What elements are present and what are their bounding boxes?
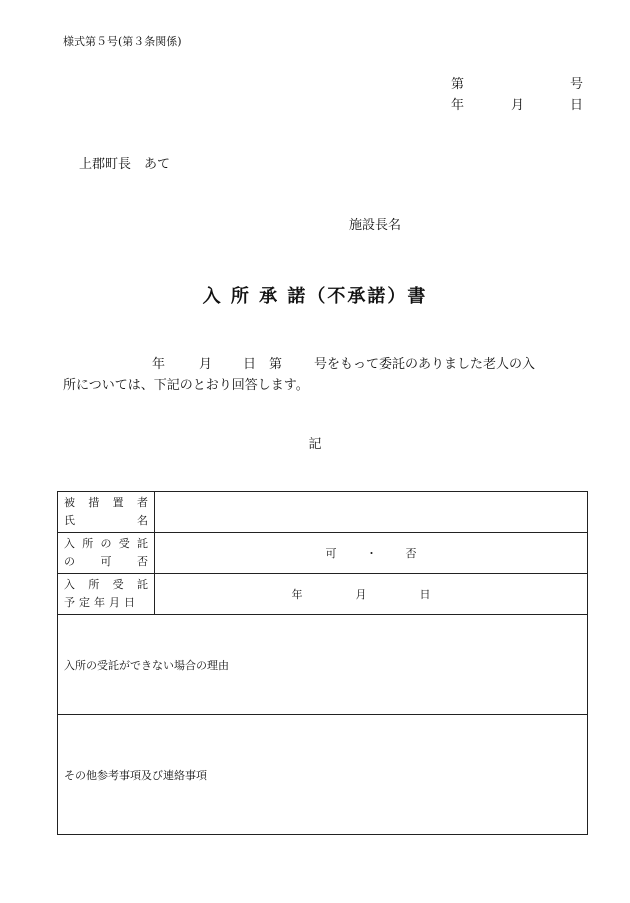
scheduled-year: 年 — [291, 588, 303, 601]
body-month: 月 — [199, 357, 213, 372]
scheduled-month: 月 — [355, 588, 367, 601]
rejection-reason-label: 入所の受託ができない場合の理由 — [64, 658, 229, 672]
subject-name-label: 被 措 置 者 氏 名 — [58, 492, 155, 533]
date-month-label: 月 — [511, 98, 525, 113]
document-number-suffix: 号 — [570, 77, 584, 92]
body-day: 日 — [243, 357, 257, 372]
table-row — [58, 615, 588, 715]
body-dai: 第 — [269, 357, 283, 372]
scheduled-day: 日 — [419, 588, 431, 601]
reject-option[interactable]: 否 — [405, 547, 417, 560]
reply-form-table — [57, 491, 588, 835]
body-year: 年 — [152, 357, 166, 372]
table-row — [58, 574, 588, 615]
table-row — [58, 715, 588, 835]
option-separator: ・ — [366, 547, 377, 560]
scheduled-date-label: 入 所 受 託 予定年月日 — [58, 574, 155, 615]
ki-heading: 記 — [308, 437, 322, 452]
facility-director-name: 施設長名 — [349, 218, 402, 233]
acceptance-field[interactable] — [155, 533, 588, 574]
body-line2: 所については、下記のとおり回答します。 — [63, 378, 309, 393]
other-notes-label: その他参考事項及び連絡事項 — [64, 768, 207, 782]
date-day-label: 日 — [570, 98, 584, 113]
scheduled-date-field[interactable] — [155, 574, 588, 615]
date-year-label: 年 — [451, 98, 465, 113]
form-number: 様式第５号(第３条関係) — [63, 35, 182, 48]
accept-option[interactable]: 可 — [325, 547, 337, 560]
subject-name-field[interactable] — [155, 492, 588, 533]
addressee: 上郡町長 あて — [79, 157, 171, 172]
body-line1: 号をもって委託のありました老人の入 — [314, 357, 536, 372]
acceptance-label: 入 所 の 受 託 の 可 否 — [58, 533, 155, 574]
table-row — [58, 533, 588, 574]
document-number-prefix: 第 — [451, 77, 465, 92]
rejection-reason-field[interactable] — [58, 615, 588, 715]
other-notes-field[interactable] — [58, 715, 588, 835]
table-row — [58, 492, 588, 533]
document-title: 入 所 承 諾（不承諾）書 — [202, 286, 428, 307]
